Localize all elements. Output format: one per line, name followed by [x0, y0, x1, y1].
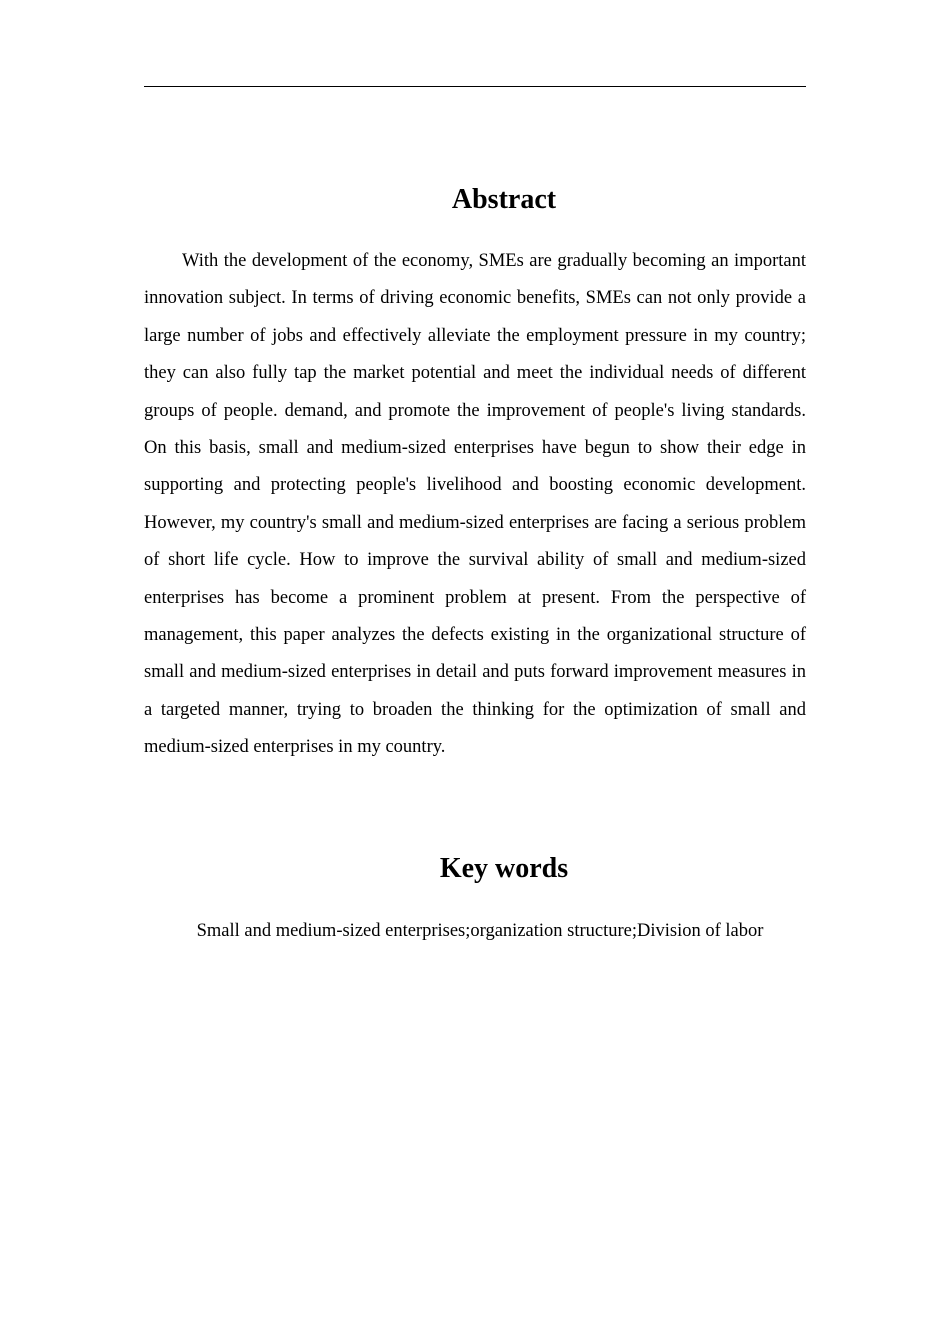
keywords-heading: Key words	[439, 853, 569, 884]
keywords-text: Small and medium-sized enterprises;organization structure;Division of labor	[196, 921, 764, 941]
abstract-heading: Abstract	[451, 184, 557, 215]
header-rule	[144, 86, 806, 87]
abstract-body: With the development of the economy, SMEs are gradually becoming an important innovation subject. In terms of driving economic benefits, SMEs can not only provide a large number of jobs and effectively alleviate the employment pressure in my country; they can also fully tap the market potential and meet the individual needs of different groups of people. demand, and promote the improvement of people's living standards. On this basis, small and medium-sized enterprises have begun to show their edge in supporting and protecting people's livelihood and boosting economic development. However, my country's small and medium-sized enterprises are facing a serious problem of short life cycle. How to improve the survival ability of small and medium-sized enterprises has become a prominent problem at present. From the perspective of management, this paper analyzes the defects existing in the organizational structure of small and medium-sized enterprises in detail and puts forward improvement measures in a targeted manner, trying to broaden the thinking for the optimization of small and medium-sized enterprises in my country.	[144, 251, 806, 758]
